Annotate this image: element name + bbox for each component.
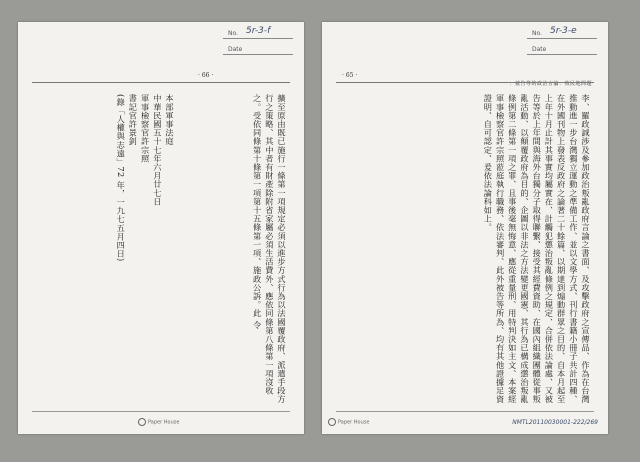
no-line — [223, 38, 293, 39]
bottom-rule — [336, 411, 594, 412]
no-label: No. — [228, 30, 238, 37]
date-label: Date — [532, 46, 547, 53]
document-page-right — [322, 22, 608, 434]
paper-house-icon — [138, 418, 146, 426]
date-label: Date — [228, 46, 243, 53]
right-body-text: 李、羅政誠涉及參加政治叛亂政府言論之書面、及攻擊政府之宣傳品、作為在台灣推動進一步台灣獨立運動之準備工作、並以文學方式、刊行書籍小冊子共計四種、在外國刊物上發表反政府之論著二十餘篇、以期達到煽動群眾之目的、自本月起至上年十月止計其事實均屬實在、計觸犯懲治叛亂條例之規定、合併依法論處、又被告等於上年間與海外台獨分子取得聯繫、接受其經費資助、在國內組織團體從事叛亂活動、以顛覆政府為目的、企圖以非法之方法變更國憲、其行為已構成懲治叛亂條例第二條第一項之罪、且事後毫無悔意、應從重量刑、用特判決如主文、本案經軍事檢察官許宗照蒞庭執行職務、依法審判、此外被告等所為、均有其他證據足資證明、自可認定、爰依法論科如上。 — [483, 94, 591, 404]
page-number: · 65 · — [342, 72, 358, 79]
no-line — [527, 38, 597, 39]
top-rule — [32, 82, 290, 83]
date-line — [527, 54, 597, 55]
no-label: No. — [532, 30, 542, 37]
date-line — [223, 54, 293, 55]
signature-block: 本部軍事法庭 中華民國五十七年六月廿七日 軍事檢察官許宗照 書記官許景釗 (錄「人權與志遠」72 年，一九七五月四日) — [116, 94, 175, 262]
top-rule — [336, 82, 594, 83]
paper-house-logo: Paper House — [138, 418, 179, 426]
archive-id-stamp: NMTL20110030001-222/269 — [512, 419, 598, 426]
paper-house-logo: Paper House — [328, 418, 369, 426]
handwritten-page-code: 5r-3-e — [550, 26, 577, 36]
bottom-rule — [32, 411, 290, 412]
left-body-text: 擴至原由既已施行一條第一項規定必須以進步方式行為以法國覆政府、派遣手段方行之策略、其中者有財產除附省家屬必須生活費外、應依同條第八條第一項沒收之。受依同條第十條第一項第十五條第一項、施政公訴。此 令 — [252, 94, 287, 404]
section-headline: 一．被告等的政治言論：殖民地問題 — [503, 81, 592, 87]
paper-house-icon — [328, 418, 336, 426]
document-page-left — [18, 22, 304, 434]
page-number: · 66 · — [198, 72, 214, 79]
handwritten-page-code: 5r-3-f — [246, 26, 271, 36]
